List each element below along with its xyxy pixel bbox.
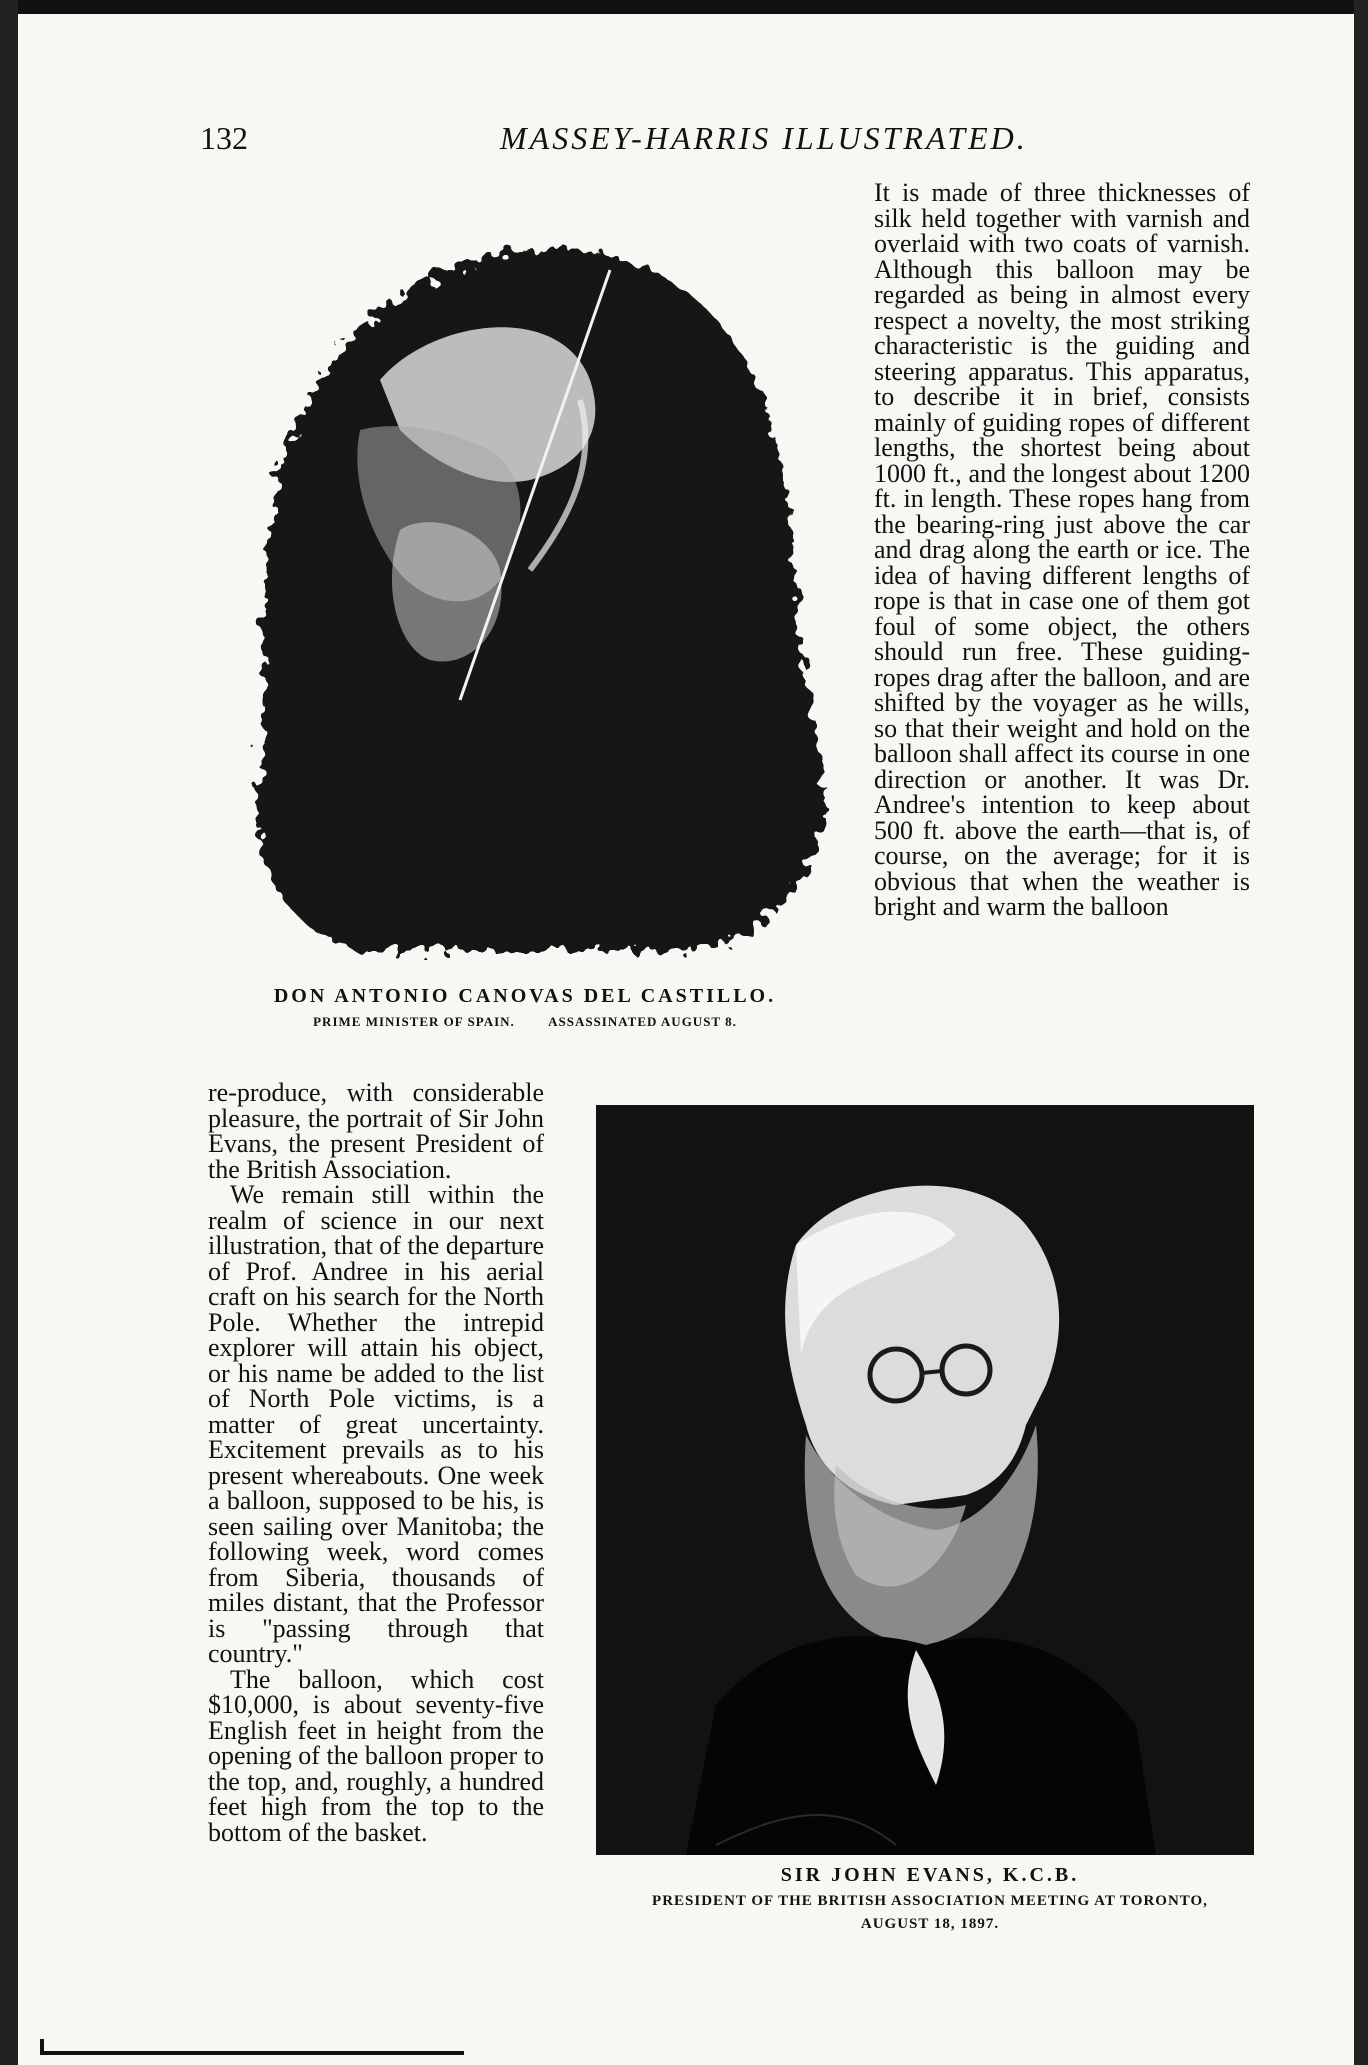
caption-canovas-date: ASSASSINATED AUGUST 8. bbox=[548, 1014, 737, 1029]
portrait-evans bbox=[596, 1105, 1254, 1855]
caption-evans bbox=[590, 1864, 1270, 1933]
caption-canovas-sub bbox=[210, 1014, 840, 1030]
portrait-canovas-engraving bbox=[230, 230, 830, 960]
caption-canovas-title: PRIME MINISTER OF SPAIN. bbox=[313, 1014, 515, 1029]
page-header bbox=[200, 120, 1250, 170]
text-column-left bbox=[208, 1080, 544, 1960]
running-title: MASSEY-HARRIS ILLUSTRATED. bbox=[500, 120, 1028, 156]
scan-top-border bbox=[0, 0, 1368, 14]
paragraph: It is made of three thicknesses of silk held together with varnish and overlaid with two coats of varnish. Although this balloon may be regarded as being in almost every respect a novelty, the most striking characteristic is the guiding and steering apparatus. This apparatus, to describe it in brief, consists mainly of guiding ropes of different lengths, the shortest being about 1000 ft., and the longest about 1200 ft. in length. These ropes hang from the bearing-ring just above the car and drag along the earth or ice. The idea of having different lengths of rope is that in case one of them got foul of some object, the others should run free. These guiding-ropes drag after the balloon, and are shifted by the voyager as he wills, so that their weight and hold on the balloon shall affect its course in one direction or another. It was Dr. Andree's intention to keep about 500 ft. above the earth—that is, of course, on the average; for it is obvious that when the weather is bright and warm the balloon bbox=[874, 180, 1250, 921]
paragraph: The balloon, which cost $10,000, is about seventy-five English feet in height from the opening of the balloon proper to the top, and, roughly, a hundred feet high from the top to the bottom of the basket. bbox=[208, 1664, 544, 1847]
paragraph: We remain still within the realm of science in our next illustration, that of the departure of Prof. Andree in his aerial craft on his search for the North Pole. Whether the intrepid explorer will attain his object, or his name be added to the list of North Pole victims, is a matter of great uncertainty. Excitement prevails as to his present whereabouts. One week a balloon, supposed to be his, is seen sailing over Manitoba; the following week, word comes from Siberia, thousands of miles distant, that the Professor is "passing through that country." bbox=[208, 1180, 544, 1668]
paragraph: re-produce, with considerable pleasure, the portrait of Sir John Evans, the present President of the British Association. bbox=[208, 1080, 544, 1184]
caption-canovas-name: DON ANTONIO CANOVAS DEL CASTILLO. bbox=[273, 985, 777, 1007]
caption-canovas bbox=[210, 985, 840, 1030]
caption-evans-name: SIR JOHN EVANS, K.C.B. bbox=[780, 1864, 1080, 1886]
portrait-evans-photo bbox=[596, 1105, 1254, 1855]
caption-evans-sub: PRESIDENT OF THE BRITISH ASSOCIATION MEETING AT TORONTO, bbox=[652, 1893, 1208, 1909]
scan-right-border bbox=[1354, 0, 1368, 2065]
page-number: 132 bbox=[200, 120, 248, 156]
scan-corner-mark bbox=[40, 2039, 464, 2055]
scan-left-border bbox=[0, 0, 18, 2065]
text-column-right bbox=[874, 180, 1250, 1070]
caption-evans-date: AUGUST 18, 1897. bbox=[860, 1916, 1000, 1932]
portrait-canovas bbox=[230, 230, 830, 960]
